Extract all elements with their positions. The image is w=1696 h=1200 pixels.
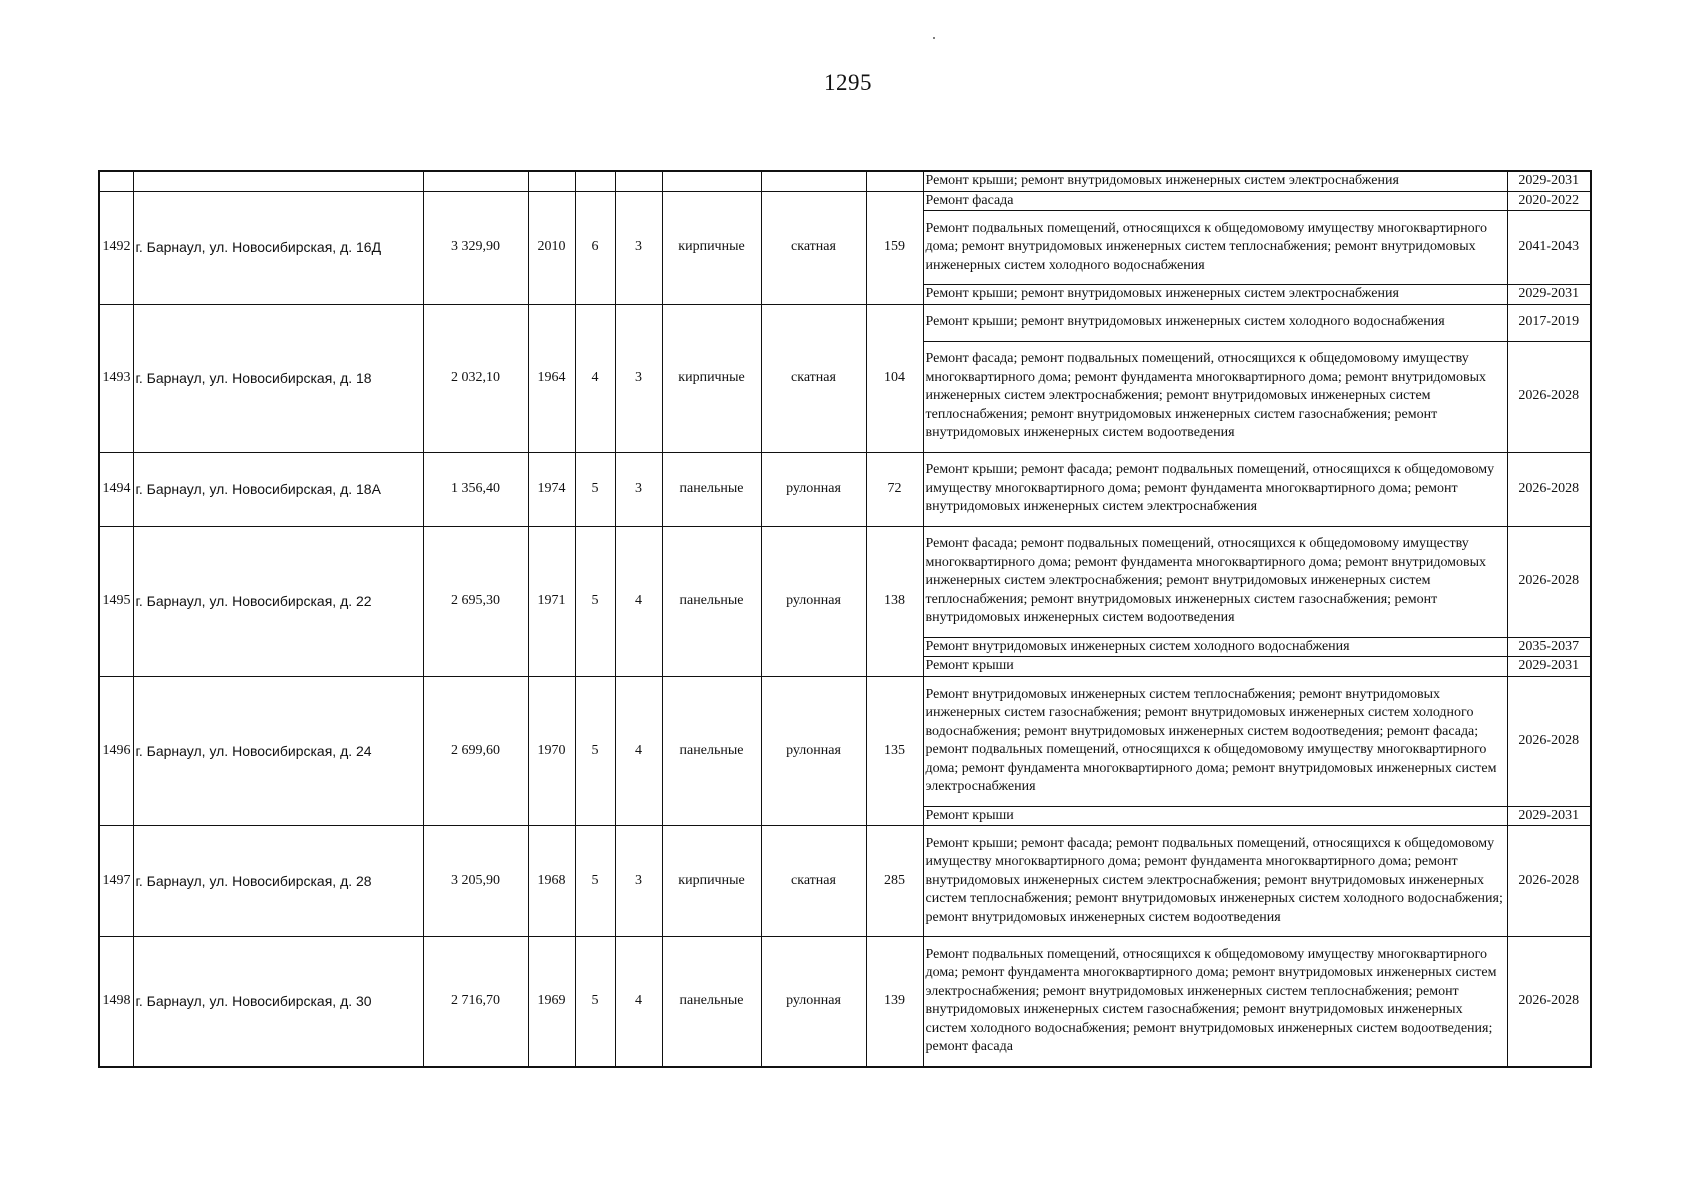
- house-walls: панельные: [662, 452, 761, 526]
- house-number: [99, 171, 133, 191]
- repair-works: Ремонт внутридомовых инженерных систем теплоснабжения; ремонт внутридомовых инженерных систем газоснабжения; ремонт внутридомовых инженерных систем холодного водоснабжения; ремонт внутридомовых инженерных систем водоотведения; ремонт фасада; ремонт подвальных помещений, относящихся к общедомовому имуществу многоквартирного дома; ремонт фундамента многоквартирного дома; ремонт внутридомовых инженерных систем электроснабжения: [923, 676, 1507, 806]
- repair-period: 2029-2031: [1507, 285, 1591, 305]
- house-address: г. Барнаул, ул. Новосибирская, д. 28: [133, 826, 423, 937]
- house-area: [423, 171, 528, 191]
- house-entrances: 4: [615, 937, 662, 1067]
- house-walls: [662, 171, 761, 191]
- repair-period: 2029-2031: [1507, 806, 1591, 826]
- house-entrances: 3: [615, 452, 662, 526]
- house-residents: 72: [866, 452, 923, 526]
- house-residents: 285: [866, 826, 923, 937]
- house-roof: рулонная: [761, 452, 866, 526]
- house-area: 3 205,90: [423, 826, 528, 937]
- house-year: 1968: [528, 826, 575, 937]
- house-area: 2 716,70: [423, 937, 528, 1067]
- repair-period: 2026-2028: [1507, 937, 1591, 1067]
- house-floors: 5: [575, 526, 615, 676]
- repair-period: 2026-2028: [1507, 676, 1591, 806]
- repair-period: 2020-2022: [1507, 191, 1591, 211]
- house-number: 1497: [99, 826, 133, 937]
- house-roof: [761, 171, 866, 191]
- house-year: 1971: [528, 526, 575, 676]
- house-residents: 104: [866, 304, 923, 452]
- house-walls: панельные: [662, 676, 761, 826]
- repair-works: Ремонт подвальных помещений, относящихся к общедомовому имуществу многоквартирного дома; ремонт фундамента многоквартирного дома; ремонт внутридомовых инженерных систем электроснабжения; ремонт внутридомовых инженерных систем теплоснабжения; ремонт внутридомовых инженерных систем газоснабжения; ремонт внутридомовых инженерных систем холодного водоснабжения; ремонт внутридомовых инженерных систем водоотведения; ремонт фасада: [923, 937, 1507, 1067]
- repair-works: Ремонт подвальных помещений, относящихся к общедомовому имуществу многоквартирного дома; ремонт внутридомовых инженерных систем теплоснабжения; ремонт внутридомовых инженерных систем холодного водоснабжения: [923, 211, 1507, 285]
- house-area: 2 032,10: [423, 304, 528, 452]
- table-row: [99, 676, 1591, 806]
- house-residents: 138: [866, 526, 923, 676]
- repair-period: 2026-2028: [1507, 526, 1591, 637]
- repair-works: Ремонт крыши; ремонт фасада; ремонт подвальных помещений, относящихся к общедомовому имуществу многоквартирного дома; ремонт фундамента многоквартирного дома; ремонт внутридомовых инженерных систем электроснабжения: [923, 452, 1507, 526]
- house-roof: рулонная: [761, 676, 866, 826]
- house-address: г. Барнаул, ул. Новосибирская, д. 18: [133, 304, 423, 452]
- house-year: 1969: [528, 937, 575, 1067]
- house-year: 1974: [528, 452, 575, 526]
- repair-works: Ремонт фасада; ремонт подвальных помещений, относящихся к общедомовому имуществу многоквартирного дома; ремонт фундамента многоквартирного дома; ремонт внутридомовых инженерных систем электроснабжения; ремонт внутридомовых инженерных систем теплоснабжения; ремонт внутридомовых инженерных систем газоснабжения; ремонт внутридомовых инженерных систем водоотведения: [923, 526, 1507, 637]
- house-number: 1496: [99, 676, 133, 826]
- repair-works: Ремонт крыши; ремонт внутридомовых инженерных систем холодного водоснабжения: [923, 304, 1507, 341]
- page-number: 1295: [824, 70, 872, 95]
- house-residents: 135: [866, 676, 923, 826]
- house-number: 1495: [99, 526, 133, 676]
- house-area: 2 695,30: [423, 526, 528, 676]
- repair-works: Ремонт крыши: [923, 657, 1507, 677]
- house-walls: кирпичные: [662, 826, 761, 937]
- house-number: 1492: [99, 191, 133, 304]
- house-address: г. Барнаул, ул. Новосибирская, д. 24: [133, 676, 423, 826]
- house-address: г. Барнаул, ул. Новосибирская, д. 22: [133, 526, 423, 676]
- house-entrances: 4: [615, 676, 662, 826]
- repair-period: 2026-2028: [1507, 341, 1591, 452]
- house-area: 2 699,60: [423, 676, 528, 826]
- house-address: [133, 171, 423, 191]
- repair-works: Ремонт фасада; ремонт подвальных помещений, относящихся к общедомовому имуществу многоквартирного дома; ремонт фундамента многоквартирного дома; ремонт внутридомовых инженерных систем электроснабжения; ремонт внутридомовых инженерных систем теплоснабжения; ремонт внутридомовых инженерных систем газоснабжения; ремонт внутридомовых инженерных систем водоотведения: [923, 341, 1507, 452]
- house-walls: панельные: [662, 937, 761, 1067]
- scan-speck: [933, 37, 935, 39]
- house-roof: скатная: [761, 191, 866, 304]
- house-number: 1498: [99, 937, 133, 1067]
- house-roof: рулонная: [761, 526, 866, 676]
- house-residents: 159: [866, 191, 923, 304]
- capital-repair-table: [98, 170, 1592, 1068]
- house-floors: [575, 171, 615, 191]
- house-residents: 139: [866, 937, 923, 1067]
- repair-period: 2035-2037: [1507, 637, 1591, 657]
- repair-period: 2029-2031: [1507, 657, 1591, 677]
- house-entrances: 4: [615, 526, 662, 676]
- house-entrances: 3: [615, 191, 662, 304]
- house-floors: 5: [575, 937, 615, 1067]
- house-floors: 4: [575, 304, 615, 452]
- house-number: 1493: [99, 304, 133, 452]
- house-floors: 6: [575, 191, 615, 304]
- table-row: [99, 191, 1591, 211]
- repair-works: Ремонт крыши; ремонт внутридомовых инженерных систем электроснабжения: [923, 285, 1507, 305]
- repair-works: Ремонт крыши: [923, 806, 1507, 826]
- house-floors: 5: [575, 826, 615, 937]
- house-walls: кирпичные: [662, 191, 761, 304]
- house-year: [528, 171, 575, 191]
- repair-period: 2017-2019: [1507, 304, 1591, 341]
- table-row: [99, 526, 1591, 637]
- table-body: [99, 171, 1591, 1067]
- repair-works: Ремонт крыши; ремонт фасада; ремонт подвальных помещений, относящихся к общедомовому имуществу многоквартирного дома; ремонт фундамента многоквартирного дома; ремонт внутридомовых инженерных систем электроснабжения; ремонт внутридомовых инженерных систем теплоснабжения; ремонт внутридомовых инженерных систем холодного водоснабжения; ремонт внутридомовых инженерных систем водоотведения: [923, 826, 1507, 937]
- repair-period: 2029-2031: [1507, 171, 1591, 191]
- house-roof: рулонная: [761, 937, 866, 1067]
- house-roof: скатная: [761, 826, 866, 937]
- table-row: [99, 937, 1591, 1067]
- repair-works: Ремонт крыши; ремонт внутридомовых инженерных систем электроснабжения: [923, 171, 1507, 191]
- repair-works: Ремонт фасада: [923, 191, 1507, 211]
- repair-period: 2026-2028: [1507, 452, 1591, 526]
- house-entrances: 3: [615, 826, 662, 937]
- house-address: г. Барнаул, ул. Новосибирская, д. 18А: [133, 452, 423, 526]
- table-row: [99, 452, 1591, 526]
- house-year: 2010: [528, 191, 575, 304]
- repair-period: 2041-2043: [1507, 211, 1591, 285]
- house-year: 1970: [528, 676, 575, 826]
- repair-works: Ремонт внутридомовых инженерных систем холодного водоснабжения: [923, 637, 1507, 657]
- house-address: г. Барнаул, ул. Новосибирская, д. 30: [133, 937, 423, 1067]
- house-number: 1494: [99, 452, 133, 526]
- house-floors: 5: [575, 676, 615, 826]
- repair-period: 2026-2028: [1507, 826, 1591, 937]
- house-entrances: 3: [615, 304, 662, 452]
- table-row: [99, 826, 1591, 937]
- house-area: 3 329,90: [423, 191, 528, 304]
- house-entrances: [615, 171, 662, 191]
- house-residents: [866, 171, 923, 191]
- house-area: 1 356,40: [423, 452, 528, 526]
- house-floors: 5: [575, 452, 615, 526]
- house-walls: панельные: [662, 526, 761, 676]
- house-roof: скатная: [761, 304, 866, 452]
- house-address: г. Барнаул, ул. Новосибирская, д. 16Д: [133, 191, 423, 304]
- house-walls: кирпичные: [662, 304, 761, 452]
- table-row: [99, 304, 1591, 341]
- table-row: [99, 171, 1591, 191]
- house-year: 1964: [528, 304, 575, 452]
